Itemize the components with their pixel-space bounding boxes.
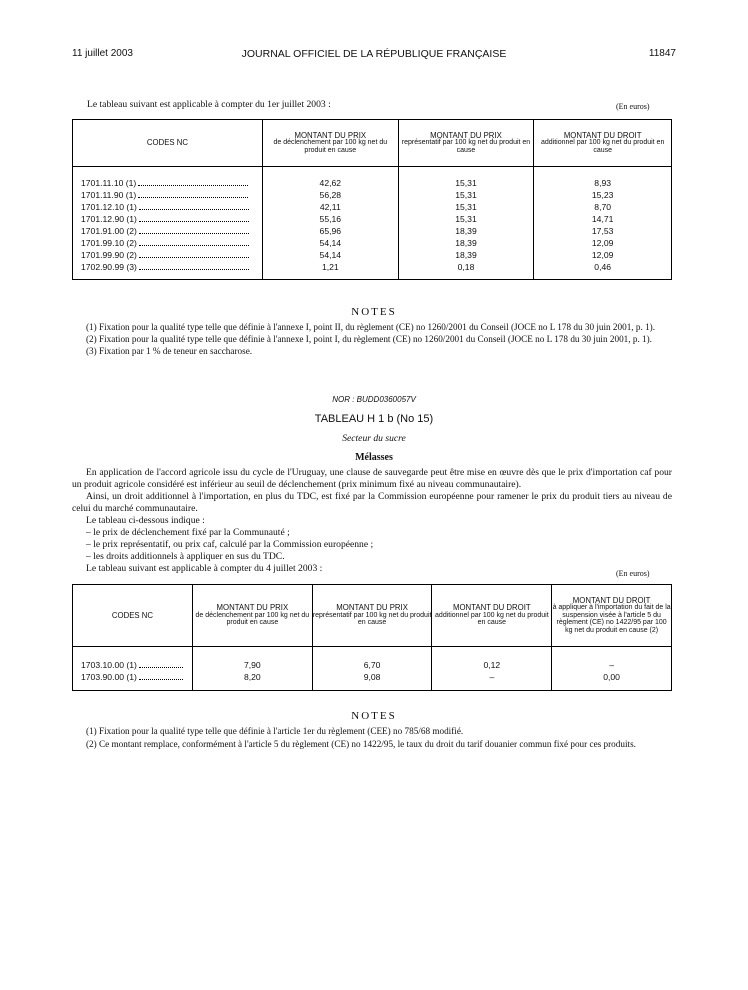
section-heading: Mélasses [355, 452, 393, 463]
table1-unit: (En euros) [616, 102, 650, 111]
header-page-number: 11847 [648, 48, 676, 59]
paragraph: Le tableau ci-dessous indique : [86, 515, 205, 526]
table-row: 1701.99.90 (2) 54,14 18,39 12,09 [73, 249, 672, 261]
table-row: 1701.12.10 (1) 42,11 15,31 8,70 [73, 201, 672, 213]
paragraph: Ainsi, un droit additionnel à l'importation, en plus du TDC, est fixé par la Commission européenne pour ramener le prix du produit tiers au niveau de celui du marché communautaire. [72, 491, 672, 514]
table2-unit: (En euros) [616, 569, 650, 578]
table2-header-representative-price: MONTANT DU PRIX représentatif par 100 kg net du produit en cause [312, 585, 432, 647]
table2-header-codes: CODES NC [73, 585, 193, 647]
notes2-list [72, 726, 672, 750]
nor-reference: NOR : BUDD0360057V [332, 395, 416, 404]
footnote-item: (2) Fixation pour la qualité type telle que définie à l'annexe I, point I, du règlement (CE) no 1260/2001 du Conseil (JOCE no L 178 du 30 juin 2001, p. 1). [86, 334, 652, 344]
table1 [72, 119, 672, 280]
table1-intro: Le tableau suivant est applicable à compter du 1er juillet 2003 : [87, 99, 331, 110]
footnote-item: (2) Ce montant remplace, conformément à l'article 5 du règlement (CE) no 1422/95, le taux du droit du tarif douanier commun fixé pour ces produits. [86, 739, 636, 749]
notes2-title: NOTES [351, 710, 397, 722]
section-subtitle: Secteur du sucre [342, 433, 406, 444]
table-row: 1701.12.90 (1) 55,16 15,31 14,71 [73, 213, 672, 225]
paragraph: Le tableau suivant est applicable à compter du 4 juillet 2003 : [86, 563, 323, 574]
list-item: – le prix représentatif, ou prix caf, calculé par la Commission européenne ; [86, 539, 374, 550]
footnote-item: (3) Fixation par 1 % de teneur en saccharose. [86, 346, 253, 356]
paragraph: En application de l'accord agricole issu du cycle de l'Uruguay, une clause de sauvegarde peut être mise en œuvre dès que le prix d'importation caf pour un produit agricole considéré est inférieur au seuil de déclenchement (prix minimum fixé au niveau communautaire). [72, 467, 672, 490]
table2-header-import-duty: MONTANT DU DROIT à appliquer à l'importation du fait de la suspension visée à l'article 5 du règlement (CE) no 1422/95 par 100 kg net du produit en cause (2) [552, 585, 672, 647]
table-row: 1702.90.99 (3) 1,21 0,18 0,46 [73, 261, 672, 273]
table2 [72, 584, 672, 691]
footnote-item: (1) Fixation pour la qualité type telle que définie à l'annexe I, point II, du règlement (CE) no 1260/2001 du Conseil (JOCE no L 178 du 30 juin 2001, p. 1). [86, 322, 656, 332]
header-date: 11 juillet 2003 [72, 48, 133, 59]
criteria-list [72, 527, 672, 563]
list-item: – les droits additionnels à appliquer en sus du TDC. [86, 551, 285, 562]
header-title: JOURNAL OFFICIEL DE LA RÉPUBLIQUE FRANÇAISE [241, 48, 507, 60]
table-row: 1701.99.10 (2) 54,14 18,39 12,09 [73, 237, 672, 249]
table1-header-trigger-price: MONTANT DU PRIX de déclenchement par 100 kg net du produit en cause [262, 120, 398, 167]
table-row: 1701.91.00 (2) 65,96 18,39 17,53 [73, 225, 672, 237]
section-title: TABLEAU H 1 b (No 15) [314, 413, 434, 425]
table-row: 1703.90.00 (1) 8,20 9,08 – 0,00 [73, 671, 672, 683]
table-row: 1703.10.00 (1) 7,90 6,70 0,12 – [73, 659, 672, 671]
table1-header-additional-duty: MONTANT DU DROIT additionnel par 100 kg net du produit en cause [534, 120, 672, 167]
notes1-list [72, 322, 672, 357]
section-body [72, 467, 672, 575]
table2-header-additional-duty: MONTANT DU DROIT additionnel par 100 kg net du produit en cause [432, 585, 552, 647]
table2-header-trigger-price: MONTANT DU PRIX de déclenchement par 100 kg net du produit en cause [192, 585, 312, 647]
list-item: – le prix de déclenchement fixé par la Communauté ; [86, 527, 290, 538]
table-row: 1701.11.90 (1) 56,28 15,31 15,23 [73, 189, 672, 201]
table-row: 1701.11.10 (1) 42,62 15,31 8,93 [73, 177, 672, 189]
footnote-item: (1) Fixation pour la qualité type telle que définie à l'article 1er du règlement (CEE) no 785/68 modifié. [86, 726, 464, 736]
notes1-title: NOTES [351, 306, 397, 318]
table1-header-codes: CODES NC [73, 120, 263, 167]
table1-header-representative-price: MONTANT DU PRIX représentatif par 100 kg net du produit en cause [398, 120, 534, 167]
